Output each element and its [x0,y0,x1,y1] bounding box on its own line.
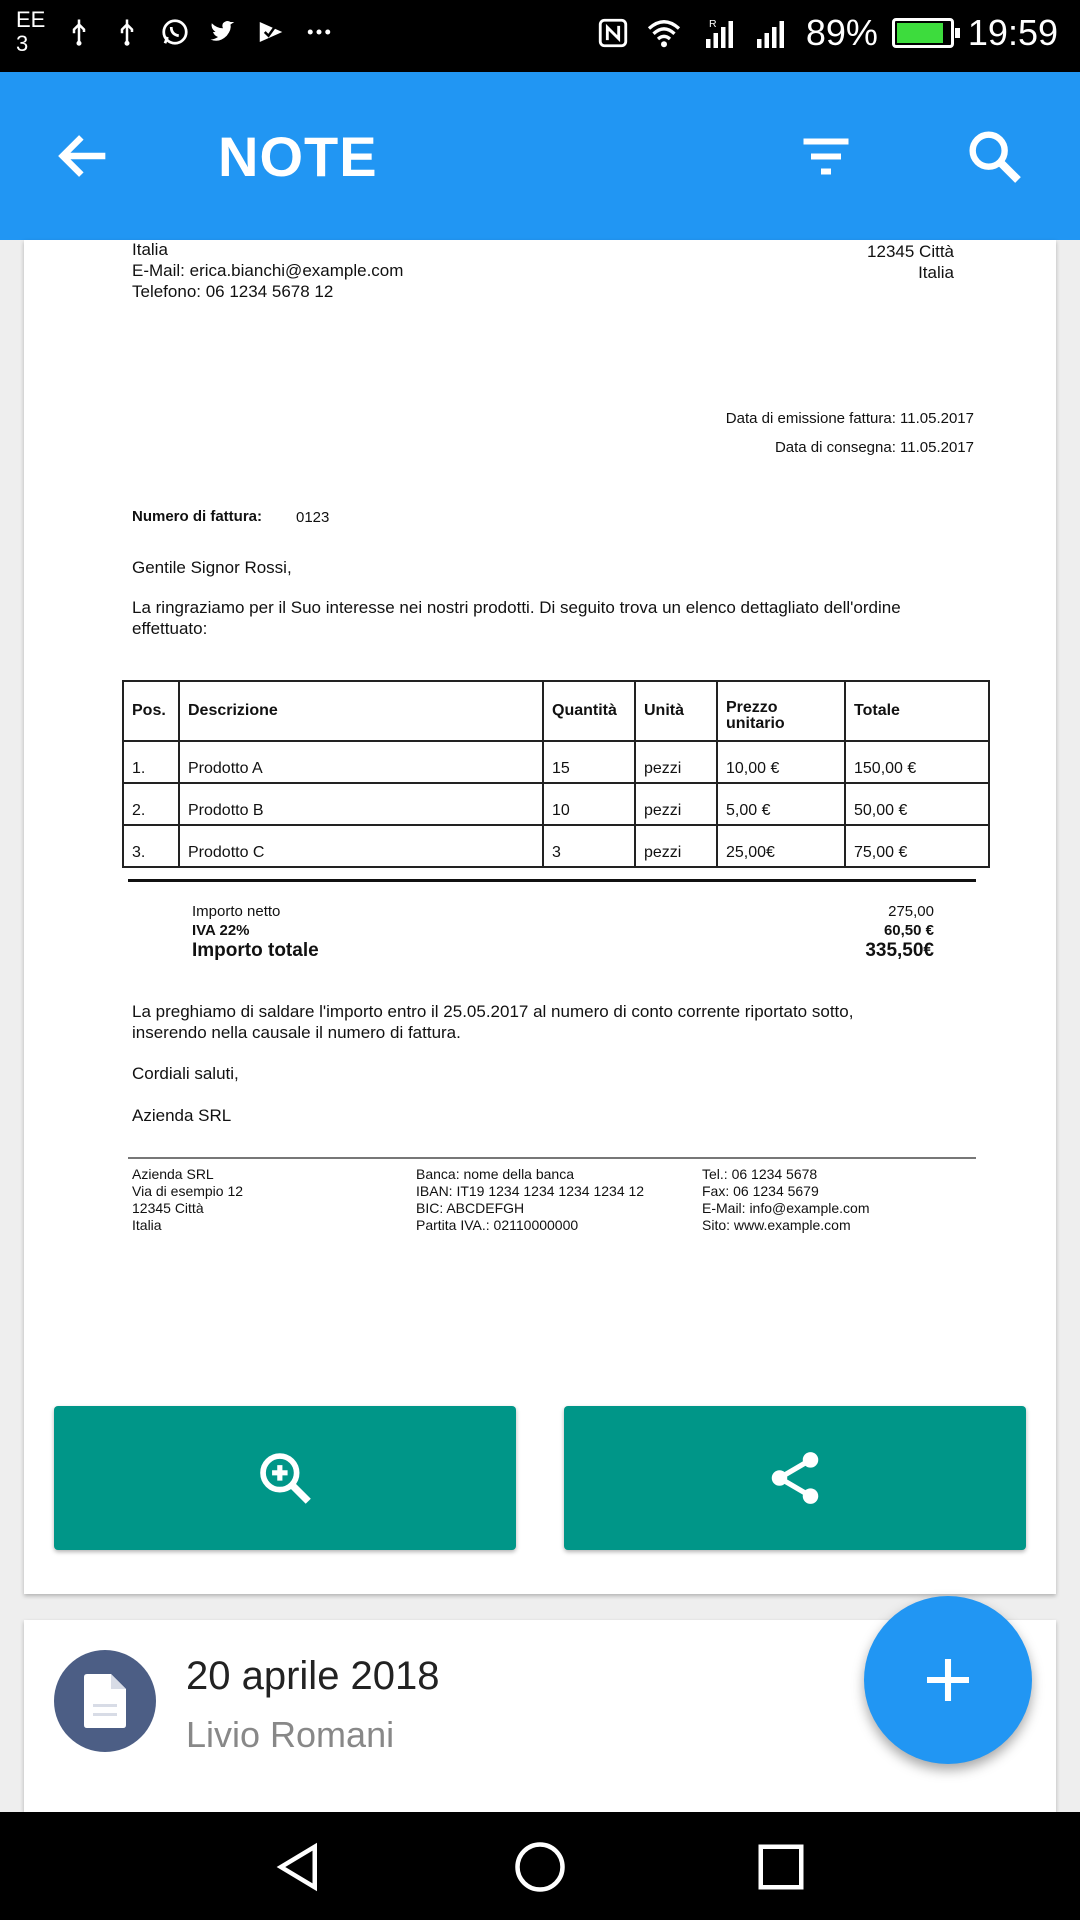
avatar [54,1650,156,1752]
recipient-country: Italia [918,263,954,282]
signature: Azienda SRL [132,1106,232,1125]
footer-company [132,1166,243,1234]
table-header-row [123,681,989,741]
svg-text:R: R [708,18,717,30]
payment-line-1: La preghiamo di saldare l'importo entro il 25.05.2017 al numero di conto corrente riportato sotto, [132,1002,854,1021]
table-cell: pezzi [635,783,717,825]
home-circle-icon[interactable] [513,1840,567,1894]
zoom-button[interactable] [54,1406,516,1550]
usb-icon [64,17,94,47]
net-value: 275,00 [888,903,934,920]
column-header: Quantità [543,681,635,741]
table-cell: 75,00 € [845,825,989,867]
search-icon[interactable] [962,124,1026,188]
recents-square-icon[interactable] [754,1840,808,1894]
column-header: Totale [845,681,989,741]
table-cell: 5,00 € [717,783,845,825]
add-note-button[interactable] [864,1596,1032,1764]
footer-line: Azienda SRL [132,1166,214,1182]
recipient-city: 12345 Città [867,242,954,261]
column-header: Prezzo unitario [717,681,845,741]
footer-line: Tel.: 06 1234 5678 [702,1166,818,1182]
vat-value: 60,50 € [883,922,934,939]
carrier-label: EE 3 [16,7,46,56]
footer-line: Fax: 06 1234 5679 [702,1183,819,1199]
note-date: 20 aprile 2018 [186,1654,440,1698]
issue-date: Data di emissione fattura: 11.05.2017 [725,410,974,427]
footer-line: E-Mail: info@example.com [702,1200,870,1216]
invoice-number: 0123 [296,509,330,526]
status-bar [0,0,1080,72]
arrow-back-icon[interactable] [52,124,116,188]
zoom-in-icon [254,1447,316,1509]
intro-line-2: effettuato: [132,619,208,638]
filter-icon[interactable] [796,126,856,186]
closing: Cordiali saluti, [132,1064,239,1083]
app-bar [0,72,1080,240]
more-icon [304,17,334,47]
table-cell: Prodotto C [179,825,543,867]
signal-roaming-icon [698,15,738,51]
note-author: Livio Romani [186,1714,395,1755]
table-cell: 3 [543,825,635,867]
table-cell: 150,00 € [845,741,989,783]
table-row [123,783,989,825]
nfc-icon [596,15,630,51]
sender-phone: Telefono: 06 1234 5678 12 [132,282,334,301]
navigation-bar [0,1812,1080,1920]
clock: 19:59 [967,12,1058,53]
table-cell: Prodotto A [179,741,543,783]
table-cell: 10,00 € [717,741,845,783]
column-header: Pos. [123,681,179,741]
order-table [122,680,990,868]
share-button[interactable] [564,1406,1026,1550]
back-triangle-icon[interactable] [272,1840,326,1894]
battery-percent: 89% [805,12,878,53]
sender-email: E-Mail: erica.bianchi@example.com [132,261,404,280]
table-cell: 1. [123,741,179,783]
footer-line: Via di esempio 12 [132,1183,244,1199]
table-cell: Prodotto B [179,783,543,825]
total-label: Importo totale [192,940,319,961]
table-cell: 3. [123,825,179,867]
column-header: Unità [635,681,717,741]
wifi-icon [644,15,684,51]
sender-country: Italia [132,240,168,259]
table-cell: pezzi [635,741,717,783]
total-value: 335,50€ [865,940,934,961]
delivery-date: Data di consegna: 11.05.2017 [774,439,974,456]
footer-bank [416,1166,644,1234]
table-cell: 25,00€ [717,825,845,867]
document-icon [84,1674,126,1728]
whatsapp-icon [160,17,190,47]
divider [128,879,976,882]
footer-line: Sito: www.example.com [702,1217,851,1233]
footer-line: Italia [132,1217,162,1233]
footer-line: 12345 Città [132,1200,204,1216]
page-title: NOTE [218,125,378,188]
table-cell: pezzi [635,825,717,867]
twitter-icon [208,17,238,47]
payment-line-2: inserendo nella causale il numero di fattura. [132,1023,461,1042]
table-row [123,825,989,867]
usb-icon [112,17,142,47]
inbox-check-icon [256,17,286,47]
table-row [123,741,989,783]
invoice-preview[interactable] [24,240,1056,1380]
signal-icon [752,15,792,51]
footer-contact [702,1166,870,1234]
footer-line: IBAN: IT19 1234 1234 1234 1234 12 [416,1183,645,1199]
table-cell: 2. [123,783,179,825]
intro-line-1: La ringraziamo per il Suo interesse nei nostri prodotti. Di seguito trova un elenco dettagliato dell'ordine [132,598,901,617]
table-cell: 50,00 € [845,783,989,825]
net-label: Importo netto [192,903,281,920]
table-cell: 10 [543,783,635,825]
footer-line: Banca: nome della banca [416,1166,574,1182]
plus-icon [920,1652,976,1708]
footer-divider [128,1157,976,1159]
column-header: Descrizione [179,681,543,741]
footer-line: BIC: ABCDEFGH [416,1200,525,1216]
share-icon [764,1447,826,1509]
vat-label: IVA 22% [192,922,250,939]
battery-icon [892,18,954,48]
footer-line: Partita IVA.: 02110000000 [416,1217,579,1233]
greeting: Gentile Signor Rossi, [132,558,292,577]
table-cell: 15 [543,741,635,783]
invoice-number-label: Numero di fattura: [132,508,263,525]
invoice-card [24,240,1056,1594]
